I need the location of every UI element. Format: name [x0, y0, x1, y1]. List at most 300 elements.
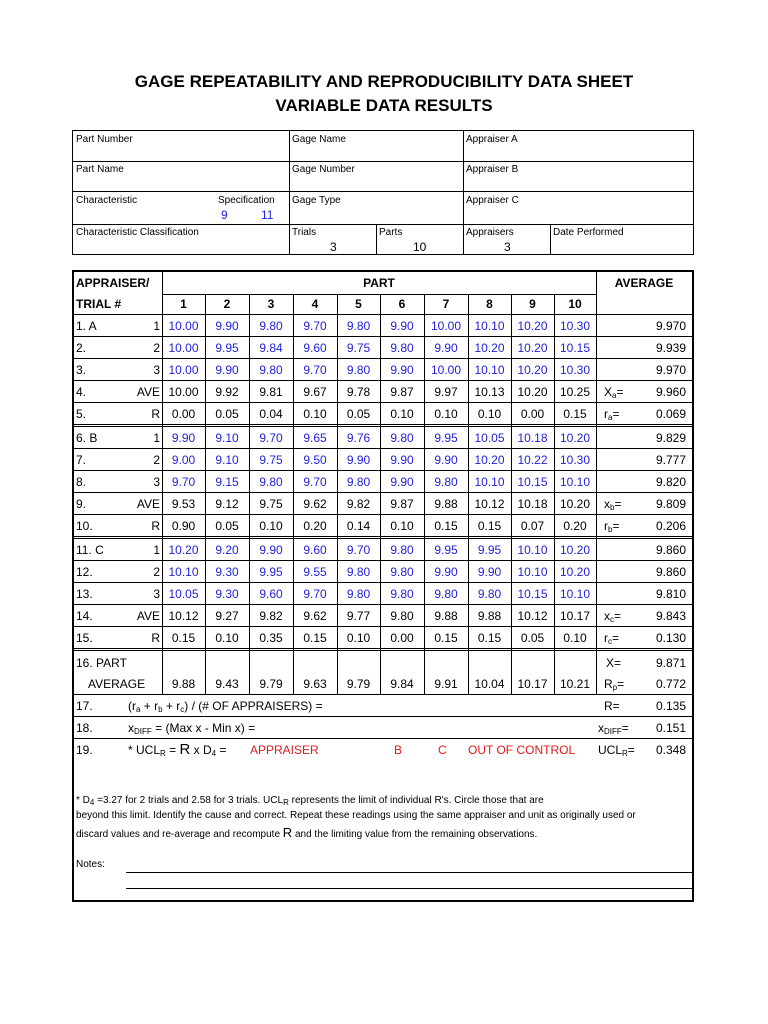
- table-cell: 9.70: [303, 587, 327, 601]
- table-cell: 10.20: [559, 497, 591, 511]
- row-average: 9.820: [655, 475, 686, 489]
- table-cell: 9.75: [259, 497, 283, 511]
- row-average: 9.860: [655, 565, 686, 579]
- f19a: * UCL: [128, 743, 161, 757]
- table-cell: 9.80: [390, 565, 414, 579]
- avg-symbol-sub: a: [608, 413, 613, 422]
- part-average-cell: 9.63: [303, 677, 327, 691]
- table-cell: 9.95: [259, 565, 283, 579]
- table-cell: 9.70: [303, 363, 327, 377]
- table-cell: 9.80: [390, 543, 414, 557]
- table-cell: 10.00: [168, 363, 199, 377]
- part-name-label: Part Name: [76, 164, 124, 175]
- appraiser-a-label: Appraiser A: [466, 134, 518, 145]
- xdiff-sub: DIFF: [604, 727, 622, 736]
- table-cell: 9.90: [259, 543, 283, 557]
- table-cell: 9.95: [477, 543, 502, 557]
- avg-symbol-letter: r: [604, 631, 608, 645]
- table-cell: 10.10: [517, 565, 548, 579]
- part-number-10: 10: [568, 297, 582, 311]
- row-label: 2.: [76, 341, 87, 355]
- footnote-line-3: [76, 825, 537, 840]
- table-cell: 0.00: [171, 407, 196, 421]
- avg-symbol-sub: c: [610, 615, 614, 624]
- f19sub4: 4: [211, 749, 217, 758]
- table-cell: 9.82: [259, 609, 283, 623]
- appraiser-b-label: Appraiser B: [466, 164, 519, 175]
- table-cell: 9.81: [259, 385, 283, 399]
- row-label: 6. B: [76, 431, 98, 445]
- table-cell: 9.70: [346, 543, 371, 557]
- table-cell: 10.10: [474, 363, 505, 377]
- row-label: 13.: [76, 587, 93, 601]
- date-performed-label: Date Performed: [553, 227, 624, 238]
- table-cell: 9.70: [259, 431, 283, 445]
- table-cell: 0.14: [346, 519, 371, 533]
- r-bar-value: 0.135: [655, 699, 686, 713]
- table-cell: 10.22: [517, 453, 548, 467]
- table-cell: 10.20: [517, 363, 548, 377]
- f17b: + r: [140, 699, 159, 713]
- row-trial: R: [151, 519, 160, 533]
- xdiff-eq: =: [621, 721, 629, 735]
- row-trial: 3: [153, 363, 160, 377]
- table-cell: 9.82: [346, 497, 371, 511]
- f17suba: a: [136, 705, 141, 714]
- avg-symbol-sub: b: [610, 503, 615, 512]
- row-trial: 3: [153, 587, 160, 601]
- f18x: x: [128, 721, 134, 735]
- rp-symbol: $R_p=$: [604, 677, 625, 692]
- row-average: 9.809: [655, 497, 686, 511]
- row-average: 9.939: [655, 341, 686, 355]
- part-average-cell: 10.21: [559, 677, 591, 691]
- table-cell: 10.00: [168, 319, 199, 333]
- appraiser-header: APPRAISER/: [76, 276, 150, 290]
- appraisers-label: Appraisers: [466, 227, 514, 238]
- table-cell: 9.90: [434, 565, 458, 579]
- x-bar-value: 9.871: [655, 656, 686, 670]
- table-cell: 10.00: [168, 385, 199, 399]
- table-cell: 0.15: [434, 519, 458, 533]
- part-average-cell: 9.79: [346, 677, 371, 691]
- row-trial: 2: [153, 565, 160, 579]
- avg-symbol: $r_c=$: [604, 631, 620, 646]
- part-number-2: 2: [223, 297, 231, 311]
- table-cell: 9.12: [215, 497, 239, 511]
- table-cell: 9.80: [390, 609, 414, 623]
- table-cell: 10.12: [517, 609, 548, 623]
- table-cell: 0.00: [390, 631, 414, 645]
- table-cell: 0.05: [215, 407, 239, 421]
- avg-symbol: $r_b=$: [604, 519, 620, 534]
- table-cell: 9.30: [215, 565, 239, 579]
- part-header: PART: [363, 276, 395, 290]
- ucl-label: [598, 743, 638, 761]
- row-trial: 1: [153, 319, 160, 333]
- footnote-line-1: [76, 795, 544, 807]
- table-cell: 9.80: [390, 431, 414, 445]
- table-cell: 0.05: [215, 519, 239, 533]
- table-cell: 10.20: [474, 341, 505, 355]
- table-cell: 0.35: [259, 631, 283, 645]
- fn-sub4: 4: [89, 798, 95, 807]
- table-cell: 10.12: [474, 497, 505, 511]
- table-cell: 0.15: [434, 631, 458, 645]
- row-trial: AVE: [136, 497, 160, 511]
- trials-label: Trials: [292, 227, 317, 238]
- f18end: = (Max x - Min x) =: [151, 721, 256, 735]
- fn-a: * D: [76, 795, 90, 806]
- part-average-cell: 9.84: [390, 677, 414, 691]
- avg-symbol: $r_a=$: [604, 407, 620, 422]
- fn-b: =3.27 for 2 trials and 2.58 for 3 trials. UCL: [94, 795, 284, 806]
- table-cell: 9.77: [346, 609, 371, 623]
- table-cell: 10.00: [430, 319, 462, 333]
- table-cell: 10.20: [559, 565, 591, 579]
- part-average-cell: 9.88: [171, 677, 196, 691]
- table-cell: 10.05: [474, 431, 505, 445]
- row-average: 9.970: [655, 319, 686, 333]
- row-average: 9.810: [655, 587, 686, 601]
- row-label: 4.: [76, 385, 87, 399]
- table-cell: 9.90: [477, 565, 502, 579]
- characteristic-label: Characteristic: [76, 195, 138, 206]
- table-cell: 10.15: [517, 475, 548, 489]
- row-average: 9.829: [655, 431, 686, 445]
- gage-type-label: Gage Type: [292, 195, 341, 206]
- table-cell: 9.80: [259, 363, 283, 377]
- table-cell: 9.10: [215, 431, 239, 445]
- table-cell: 9.90: [434, 453, 458, 467]
- table-cell: 9.90: [390, 363, 414, 377]
- avg-symbol-letter: x: [604, 497, 610, 511]
- table-cell: 9.60: [303, 341, 327, 355]
- r-bar-label: R=: [604, 699, 620, 713]
- row-average: 9.960: [655, 385, 686, 399]
- row-label: 3.: [76, 363, 87, 377]
- table-cell: 9.60: [303, 543, 327, 557]
- row-average: 9.843: [655, 609, 686, 623]
- fn3R: R: [282, 825, 293, 840]
- table-cell: 0.10: [434, 407, 458, 421]
- parts-label: Parts: [379, 227, 403, 238]
- part-average-cell: 10.04: [474, 677, 505, 691]
- ucl-letter: UCL: [598, 743, 623, 757]
- out-of-control-status: OUT OF CONTROL: [468, 743, 576, 757]
- avg-symbol: $X_a=$: [604, 385, 624, 400]
- f18sub: DIFF: [134, 727, 152, 736]
- table-cell: 9.50: [303, 453, 327, 467]
- table-cell: 9.76: [346, 431, 371, 445]
- avg-symbol-sub: a: [612, 391, 617, 400]
- row-label: 8.: [76, 475, 87, 489]
- part-average-cell: 9.91: [434, 677, 458, 691]
- row17-formula: [128, 699, 458, 717]
- notes-label: Notes:: [76, 859, 105, 870]
- table-cell: 10.15: [559, 341, 591, 355]
- f17c: + r: [162, 699, 181, 713]
- table-cell: 9.90: [390, 475, 414, 489]
- row-average: 0.130: [655, 631, 686, 645]
- part-number-4: 4: [311, 297, 319, 311]
- table-cell: 9.78: [346, 385, 371, 399]
- row-trial: 3: [153, 475, 160, 489]
- f19sub: R: [160, 749, 166, 758]
- table-cell: 10.10: [559, 587, 591, 601]
- rp-letter: R: [604, 677, 613, 691]
- row-trial: AVE: [136, 609, 160, 623]
- table-cell: 10.10: [168, 565, 199, 579]
- table-cell: 0.05: [346, 407, 371, 421]
- table-cell: 10.15: [517, 587, 548, 601]
- x-diff-value: 0.151: [655, 721, 686, 735]
- avg-symbol-sub: b: [608, 525, 613, 534]
- table-cell: 0.10: [259, 519, 283, 533]
- table-cell: 9.80: [346, 363, 371, 377]
- avg-symbol-letter: x: [604, 609, 610, 623]
- table-cell: 9.80: [259, 475, 283, 489]
- row18-formula: [128, 721, 458, 739]
- table-cell: 9.15: [215, 475, 239, 489]
- table-cell: 9.80: [346, 475, 371, 489]
- avg-symbol: $x_b=$: [604, 497, 622, 512]
- fn3a: discard values and re-average and recompute: [76, 829, 283, 840]
- row-trial: 1: [153, 431, 160, 445]
- table-cell: 9.55: [303, 565, 327, 579]
- table-cell: 9.90: [215, 319, 239, 333]
- table-cell: 10.13: [474, 385, 505, 399]
- row-label: 5.: [76, 407, 87, 421]
- part-number-1: 1: [180, 297, 187, 311]
- table-cell: 9.80: [477, 587, 502, 601]
- table-cell: 0.15: [303, 631, 327, 645]
- row-label: 12.: [76, 565, 93, 579]
- avg-symbol-sub: c: [608, 637, 612, 646]
- table-cell: 9.80: [259, 319, 283, 333]
- row-label: 1. A: [76, 319, 97, 333]
- table-cell: 9.00: [171, 453, 196, 467]
- row-trial: AVE: [136, 385, 160, 399]
- row17-num: 17.: [76, 699, 93, 713]
- avg-symbol: $x_c=$: [604, 609, 622, 624]
- f17end: ) / (# OF APPRAISERS) =: [184, 699, 323, 713]
- f19bigr: R: [179, 741, 191, 758]
- table-cell: 10.18: [517, 431, 548, 445]
- x-diff-label: [598, 721, 638, 739]
- part-avg-label2: AVERAGE: [88, 677, 146, 691]
- spec-low-value: 9: [221, 208, 228, 222]
- rp-sub: p: [612, 683, 618, 692]
- ucl-value: 0.348: [655, 743, 686, 757]
- row19-num: 19.: [76, 743, 93, 757]
- row-average: 9.777: [655, 453, 686, 467]
- appraiser-flag: APPRAISER: [250, 743, 319, 757]
- row-label: 9.: [76, 497, 87, 511]
- spec-high-value: 11: [261, 208, 274, 222]
- f17a: (r: [128, 699, 136, 713]
- gage-name-label: Gage Name: [292, 134, 346, 145]
- table-cell: 0.00: [520, 407, 545, 421]
- appraiser-c-label: Appraiser C: [466, 195, 519, 206]
- table-cell: 10.10: [517, 543, 548, 557]
- table-cell: 10.10: [474, 319, 505, 333]
- part-number-label: Part Number: [76, 134, 133, 145]
- f17subb: b: [158, 705, 163, 714]
- table-cell: 9.10: [215, 453, 239, 467]
- data-grid: [72, 270, 694, 902]
- table-cell: 9.80: [390, 587, 414, 601]
- table-cell: 9.75: [346, 341, 371, 355]
- part-avg-label1: 16. PART: [76, 656, 127, 670]
- table-cell: 9.27: [215, 609, 239, 623]
- char-class-label: Characteristic Classification: [76, 227, 199, 238]
- fn-c: represents the limit of individual R's. Circle those that are: [288, 795, 544, 806]
- row-trial: R: [151, 407, 160, 421]
- f19c: x D: [190, 743, 212, 757]
- table-cell: 10.17: [559, 609, 591, 623]
- table-cell: 9.90: [390, 319, 414, 333]
- table-cell: 10.20: [517, 319, 548, 333]
- table-cell: 0.20: [303, 519, 327, 533]
- footnote-line-2: beyond this limit. Identify the cause and correct. Repeat these readings using the same appraiser and unit as originally used or: [76, 810, 636, 821]
- table-cell: 0.20: [563, 519, 587, 533]
- table-cell: 10.30: [559, 453, 591, 467]
- row-trial: R: [151, 631, 160, 645]
- table-cell: 9.70: [171, 475, 196, 489]
- table-cell: 9.80: [434, 475, 458, 489]
- table-cell: 9.67: [303, 385, 327, 399]
- table-cell: 9.70: [303, 319, 327, 333]
- part-number-8: 8: [486, 297, 493, 311]
- x-bar-label: X=: [606, 656, 622, 670]
- table-cell: 9.88: [434, 609, 458, 623]
- table-cell: 9.90: [215, 363, 239, 377]
- table-cell: 10.12: [168, 609, 199, 623]
- table-cell: 10.20: [168, 543, 199, 557]
- fn3b: and the limiting value from the remaining observations.: [292, 829, 538, 840]
- avg-symbol-letter: r: [604, 519, 608, 533]
- row18-num: 18.: [76, 721, 93, 735]
- sheet-title: GAGE REPEATABILITY AND REPRODUCIBILITY DATA SHEET: [134, 72, 634, 91]
- xdiff-letter: x: [598, 721, 604, 735]
- row-label: 10.: [76, 519, 93, 533]
- table-cell: 10.00: [168, 341, 199, 355]
- table-cell: 10.18: [517, 497, 548, 511]
- table-cell: 10.20: [517, 341, 548, 355]
- table-cell: 9.90: [434, 341, 458, 355]
- appraisers-value: 3: [504, 240, 511, 254]
- table-cell: 0.07: [520, 519, 545, 533]
- row-label: 11. C: [76, 543, 104, 557]
- table-cell: 0.15: [563, 407, 587, 421]
- appraiser-flag-b: B: [394, 743, 403, 757]
- parts-value: 10: [413, 240, 427, 254]
- table-cell: 9.80: [346, 319, 371, 333]
- table-cell: 0.10: [215, 631, 239, 645]
- table-cell: 0.04: [259, 407, 283, 421]
- table-cell: 9.60: [259, 587, 283, 601]
- table-cell: 0.15: [477, 519, 502, 533]
- part-average-cell: 10.17: [517, 677, 548, 691]
- appraiser-flag-c: C: [438, 743, 447, 757]
- row-average: 9.970: [655, 363, 686, 377]
- table-cell: 9.95: [215, 341, 239, 355]
- row-average: 0.069: [655, 407, 686, 421]
- table-cell: 10.10: [559, 475, 591, 489]
- table-cell: 9.90: [390, 453, 414, 467]
- table-cell: 10.05: [168, 587, 199, 601]
- row-label: 15.: [76, 631, 93, 645]
- table-cell: 9.84: [259, 341, 283, 355]
- table-cell: 10.20: [559, 431, 591, 445]
- table-cell: 9.95: [434, 431, 458, 445]
- f19d: =: [216, 743, 227, 757]
- sheet-subtitle: VARIABLE DATA RESULTS: [275, 96, 493, 115]
- trial-header: TRIAL #: [76, 297, 122, 311]
- table-cell: 0.10: [346, 631, 371, 645]
- table-cell: 9.20: [215, 543, 239, 557]
- gage-number-label: Gage Number: [292, 164, 355, 175]
- average-header: AVERAGE: [614, 276, 674, 290]
- trials-value: 3: [330, 240, 337, 254]
- part-number-5: 5: [355, 297, 362, 311]
- table-cell: 9.92: [215, 385, 239, 399]
- table-cell: 10.30: [559, 319, 591, 333]
- table-cell: 9.80: [434, 587, 458, 601]
- row-trial: 2: [153, 453, 160, 467]
- table-cell: 9.80: [346, 565, 371, 579]
- row-trial: 2: [153, 341, 160, 355]
- table-cell: 10.25: [559, 385, 591, 399]
- rp-value: 0.772: [655, 677, 686, 691]
- table-cell: 9.80: [390, 341, 414, 355]
- table-cell: 9.62: [303, 497, 327, 511]
- table-cell: 9.80: [346, 587, 371, 601]
- table-cell: 9.95: [434, 543, 458, 557]
- part-average-cell: 9.79: [259, 677, 283, 691]
- f17subc: c: [180, 705, 185, 714]
- table-cell: 0.15: [477, 631, 502, 645]
- specification-label: Specification: [218, 195, 275, 206]
- avg-symbol-letter: r: [604, 407, 608, 421]
- table-cell: 10.20: [474, 453, 505, 467]
- row-label: 14.: [76, 609, 93, 623]
- row-average: 0.206: [655, 519, 686, 533]
- f19b: =: [165, 743, 180, 757]
- table-cell: 0.10: [477, 407, 502, 421]
- table-cell: 9.30: [215, 587, 239, 601]
- table-cell: 9.70: [303, 475, 327, 489]
- part-number-9: 9: [529, 297, 536, 311]
- ucl-eq: =: [627, 743, 635, 757]
- table-cell: 0.10: [563, 631, 587, 645]
- table-cell: 9.90: [346, 453, 371, 467]
- table-cell: 10.20: [517, 385, 548, 399]
- table-cell: 9.90: [171, 431, 196, 445]
- table-cell: 10.00: [430, 363, 462, 377]
- table-cell: 9.87: [390, 497, 414, 511]
- table-cell: 9.88: [477, 609, 502, 623]
- part-number-6: 6: [398, 297, 406, 311]
- row-trial: 1: [153, 543, 160, 557]
- avg-symbol-letter: X: [604, 385, 613, 399]
- table-cell: 0.10: [303, 407, 327, 421]
- part-number-3: 3: [267, 297, 275, 311]
- table-cell: 9.88: [434, 497, 458, 511]
- table-cell: 0.10: [390, 407, 414, 421]
- table-cell: 0.10: [390, 519, 414, 533]
